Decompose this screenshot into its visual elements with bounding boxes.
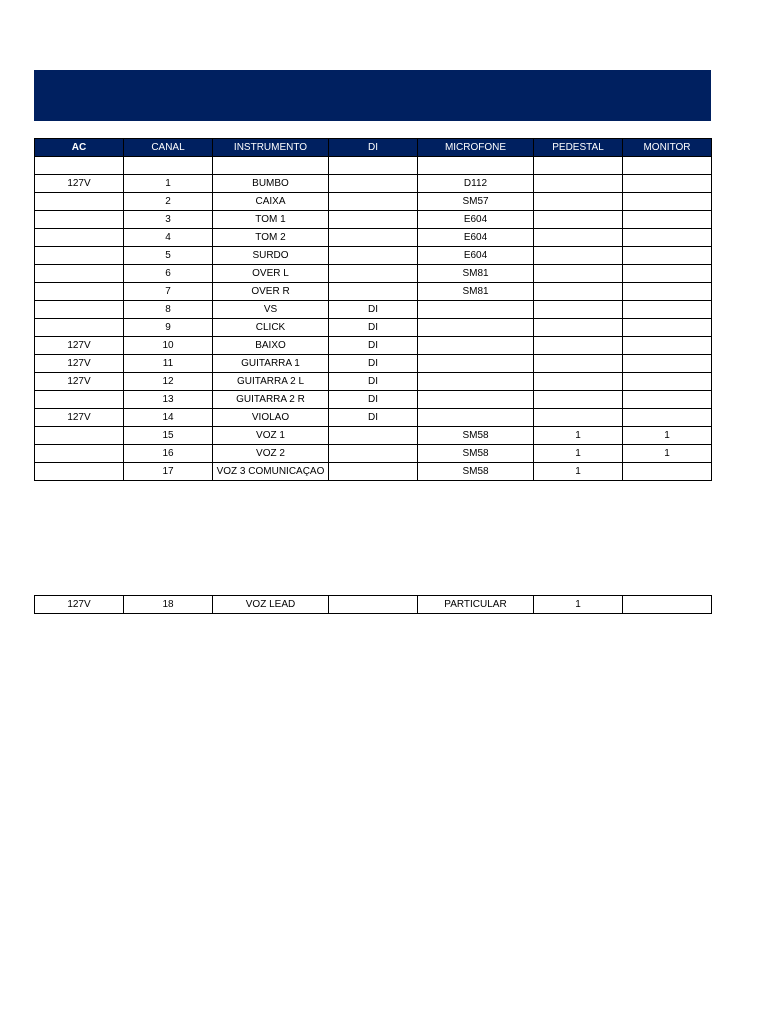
cell-canal: 6 bbox=[124, 265, 213, 283]
cell-monitor bbox=[623, 283, 712, 301]
cell-instrumento: TOM 1 bbox=[213, 211, 329, 229]
cell-ac bbox=[35, 463, 124, 481]
input-list-table bbox=[34, 138, 712, 481]
cell-instrumento: VS bbox=[213, 301, 329, 319]
cell-instrumento: TOM 2 bbox=[213, 229, 329, 247]
cell-monitor bbox=[623, 211, 712, 229]
cell-di bbox=[329, 463, 418, 481]
cell-canal: 5 bbox=[124, 247, 213, 265]
cell-canal: 12 bbox=[124, 373, 213, 391]
cell-pedestal bbox=[534, 319, 623, 337]
cell-instrumento: GUITARRA 2 L bbox=[213, 373, 329, 391]
cell-microfone bbox=[418, 319, 534, 337]
cell-monitor bbox=[623, 247, 712, 265]
table-row bbox=[35, 391, 712, 409]
header-microfone: MICROFONE bbox=[418, 139, 534, 157]
cell-di bbox=[329, 247, 418, 265]
cell-di: DI bbox=[329, 337, 418, 355]
header-di: DI bbox=[329, 139, 418, 157]
cell-canal: 18 bbox=[124, 596, 213, 614]
cell-ac bbox=[35, 193, 124, 211]
table-row bbox=[35, 319, 712, 337]
cell-ac bbox=[35, 391, 124, 409]
table-row bbox=[35, 409, 712, 427]
cell-instrumento: VOZ 2 bbox=[213, 445, 329, 463]
cell-instrumento bbox=[213, 157, 329, 175]
cell-di: DI bbox=[329, 409, 418, 427]
cell-ac bbox=[35, 247, 124, 265]
header-row bbox=[35, 139, 712, 157]
cell-ac: 127V bbox=[35, 175, 124, 193]
cell-microfone: E604 bbox=[418, 247, 534, 265]
table-row bbox=[35, 247, 712, 265]
header-pedestal: PEDESTAL bbox=[534, 139, 623, 157]
cell-ac bbox=[35, 211, 124, 229]
cell-pedestal bbox=[534, 337, 623, 355]
cell-microfone bbox=[418, 337, 534, 355]
cell-ac: 127V bbox=[35, 373, 124, 391]
extra-input-table bbox=[34, 595, 712, 614]
cell-microfone: D112 bbox=[418, 175, 534, 193]
cell-canal: 16 bbox=[124, 445, 213, 463]
cell-di: DI bbox=[329, 319, 418, 337]
cell-ac bbox=[35, 157, 124, 175]
cell-microfone bbox=[418, 409, 534, 427]
cell-microfone bbox=[418, 157, 534, 175]
cell-microfone: PARTICULAR bbox=[418, 596, 534, 614]
cell-instrumento: GUITARRA 1 bbox=[213, 355, 329, 373]
table-row bbox=[35, 355, 712, 373]
cell-ac bbox=[35, 445, 124, 463]
cell-microfone bbox=[418, 355, 534, 373]
cell-microfone: SM81 bbox=[418, 283, 534, 301]
cell-monitor bbox=[623, 301, 712, 319]
cell-di: DI bbox=[329, 355, 418, 373]
cell-ac: 127V bbox=[35, 409, 124, 427]
cell-di bbox=[329, 175, 418, 193]
cell-monitor: 1 bbox=[623, 445, 712, 463]
cell-monitor bbox=[623, 409, 712, 427]
cell-monitor: 1 bbox=[623, 427, 712, 445]
cell-di: DI bbox=[329, 373, 418, 391]
cell-monitor bbox=[623, 596, 712, 614]
cell-canal: 10 bbox=[124, 337, 213, 355]
cell-canal: 9 bbox=[124, 319, 213, 337]
cell-pedestal: 1 bbox=[534, 463, 623, 481]
table-row bbox=[35, 175, 712, 193]
cell-ac bbox=[35, 229, 124, 247]
cell-instrumento: OVER R bbox=[213, 283, 329, 301]
cell-di bbox=[329, 283, 418, 301]
cell-monitor bbox=[623, 175, 712, 193]
cell-canal: 13 bbox=[124, 391, 213, 409]
cell-di bbox=[329, 211, 418, 229]
table-row bbox=[35, 445, 712, 463]
cell-monitor bbox=[623, 157, 712, 175]
cell-monitor bbox=[623, 319, 712, 337]
cell-canal: 14 bbox=[124, 409, 213, 427]
table-row bbox=[35, 283, 712, 301]
cell-instrumento: SURDO bbox=[213, 247, 329, 265]
cell-instrumento: VIOLAO bbox=[213, 409, 329, 427]
title-banner bbox=[34, 70, 711, 121]
cell-microfone: SM58 bbox=[418, 427, 534, 445]
table-row bbox=[35, 301, 712, 319]
cell-pedestal: 1 bbox=[534, 596, 623, 614]
cell-di bbox=[329, 193, 418, 211]
cell-microfone bbox=[418, 301, 534, 319]
cell-instrumento: CLICK bbox=[213, 319, 329, 337]
cell-di bbox=[329, 427, 418, 445]
cell-microfone: SM81 bbox=[418, 265, 534, 283]
cell-pedestal: 1 bbox=[534, 427, 623, 445]
cell-ac: 127V bbox=[35, 355, 124, 373]
header-monitor: MONITOR bbox=[623, 139, 712, 157]
cell-microfone: SM58 bbox=[418, 463, 534, 481]
cell-pedestal bbox=[534, 175, 623, 193]
cell-monitor bbox=[623, 229, 712, 247]
cell-instrumento: VOZ 3 COMUNICAÇAO bbox=[213, 463, 329, 481]
cell-monitor bbox=[623, 355, 712, 373]
cell-pedestal bbox=[534, 283, 623, 301]
cell-monitor bbox=[623, 193, 712, 211]
cell-ac bbox=[35, 319, 124, 337]
cell-microfone: SM57 bbox=[418, 193, 534, 211]
cell-ac bbox=[35, 265, 124, 283]
cell-pedestal bbox=[534, 355, 623, 373]
cell-pedestal bbox=[534, 301, 623, 319]
cell-ac bbox=[35, 301, 124, 319]
cell-di bbox=[329, 157, 418, 175]
cell-ac bbox=[35, 283, 124, 301]
table-row bbox=[35, 337, 712, 355]
header-ac: AC bbox=[35, 139, 124, 157]
cell-pedestal bbox=[534, 229, 623, 247]
table-row bbox=[35, 265, 712, 283]
cell-pedestal bbox=[534, 373, 623, 391]
cell-di: DI bbox=[329, 391, 418, 409]
cell-monitor bbox=[623, 265, 712, 283]
table-row bbox=[35, 596, 712, 614]
cell-monitor bbox=[623, 337, 712, 355]
cell-di bbox=[329, 596, 418, 614]
cell-microfone: E604 bbox=[418, 229, 534, 247]
cell-instrumento: OVER L bbox=[213, 265, 329, 283]
cell-canal: 11 bbox=[124, 355, 213, 373]
table-row bbox=[35, 229, 712, 247]
cell-canal: 3 bbox=[124, 211, 213, 229]
cell-pedestal bbox=[534, 157, 623, 175]
cell-instrumento: BAIXO bbox=[213, 337, 329, 355]
table-row bbox=[35, 193, 712, 211]
cell-canal: 4 bbox=[124, 229, 213, 247]
cell-instrumento: VOZ LEAD bbox=[213, 596, 329, 614]
cell-ac bbox=[35, 427, 124, 445]
cell-microfone bbox=[418, 391, 534, 409]
cell-di bbox=[329, 445, 418, 463]
cell-di: DI bbox=[329, 301, 418, 319]
header-canal: CANAL bbox=[124, 139, 213, 157]
cell-pedestal bbox=[534, 211, 623, 229]
cell-monitor bbox=[623, 373, 712, 391]
table-row bbox=[35, 463, 712, 481]
cell-pedestal bbox=[534, 265, 623, 283]
cell-microfone: SM58 bbox=[418, 445, 534, 463]
cell-pedestal bbox=[534, 247, 623, 265]
cell-ac: 127V bbox=[35, 337, 124, 355]
cell-pedestal bbox=[534, 409, 623, 427]
table-row bbox=[35, 373, 712, 391]
cell-monitor bbox=[623, 391, 712, 409]
cell-pedestal: 1 bbox=[534, 445, 623, 463]
cell-canal: 15 bbox=[124, 427, 213, 445]
cell-microfone: E604 bbox=[418, 211, 534, 229]
table-row bbox=[35, 211, 712, 229]
cell-canal: 8 bbox=[124, 301, 213, 319]
cell-monitor bbox=[623, 463, 712, 481]
cell-canal: 2 bbox=[124, 193, 213, 211]
cell-pedestal bbox=[534, 193, 623, 211]
cell-canal: 17 bbox=[124, 463, 213, 481]
cell-instrumento: CAIXA bbox=[213, 193, 329, 211]
cell-canal: 1 bbox=[124, 175, 213, 193]
header-instrumento: INSTRUMENTO bbox=[213, 139, 329, 157]
cell-di bbox=[329, 229, 418, 247]
cell-canal bbox=[124, 157, 213, 175]
table-row bbox=[35, 427, 712, 445]
cell-instrumento: VOZ 1 bbox=[213, 427, 329, 445]
cell-instrumento: GUITARRA 2 R bbox=[213, 391, 329, 409]
cell-instrumento: BUMBO bbox=[213, 175, 329, 193]
cell-di bbox=[329, 265, 418, 283]
cell-ac: 127V bbox=[35, 596, 124, 614]
table-row bbox=[35, 157, 712, 175]
cell-canal: 7 bbox=[124, 283, 213, 301]
cell-pedestal bbox=[534, 391, 623, 409]
cell-microfone bbox=[418, 373, 534, 391]
